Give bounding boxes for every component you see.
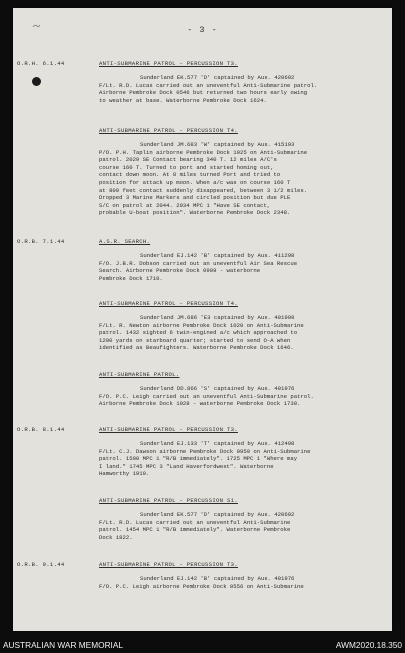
entry-line: S/C on patrol at 2044. 2034 MPC 1 "Have SE contact, xyxy=(99,201,271,209)
entry-reference: O.R.B. 9.1.44 xyxy=(17,561,65,568)
entry-line: Sunderland EJ.142 'B' captained by Aus. 411298 xyxy=(140,252,295,259)
archive-footer xyxy=(0,636,405,653)
entry-line: F/Lt. C.J. Dawson airborne Pembroke Dock 0959 on Anti-Submarine xyxy=(99,447,311,455)
entry-line: F/O. P.C. Leigh carried out an uneventful Anti-Submarine patrol. xyxy=(99,392,314,400)
entry-line: I land." 1745 MPC 3 "Land Haverfordwest". Waterborne xyxy=(99,462,274,470)
entry-heading: ANTI-SUBMARINE PATROL - PERCUSSION T4. xyxy=(99,127,238,134)
entry-body xyxy=(99,74,389,104)
entry-body xyxy=(99,385,389,408)
entry-line: Sunderland DD.866 'S' captained by Aus. 401976 xyxy=(140,385,295,392)
entry-line: F/Lt. R. Newton airborne Pembroke Dock 1020 on Anti-Submarine xyxy=(99,321,304,329)
institution-name: AUSTRALIAN WAR MEMORIAL xyxy=(3,640,124,650)
entry-line: patrol. 1432 sighted 6 twin-engined a/c which approached to xyxy=(99,329,298,337)
entry-body xyxy=(99,314,389,352)
entry-heading: ANTI-SUBMARINE PATROL - PERCUSSION T4. xyxy=(99,300,238,307)
entry-body xyxy=(99,511,389,541)
entry-line: Sunderland EJ.133 'T' captained by Aus. 412498 xyxy=(140,440,295,447)
entry-body xyxy=(99,440,389,478)
entry-heading: A.S.R. SEARCH. xyxy=(99,238,151,245)
entry-body xyxy=(99,141,389,217)
entry-body xyxy=(99,252,389,282)
entry-heading: ANTI-SUBMARINE PATROL - PERCUSSION S1. xyxy=(99,497,238,504)
entry-heading: ANTI-SUBMARINE PATROL. xyxy=(99,371,180,378)
entry-line: contact down moon. At 8 miles turned Port and tried to xyxy=(99,171,281,179)
entry-line: probable U-boat position". Waterborne Pembroke Dock 2348. xyxy=(99,209,291,217)
page-number: - 3 - xyxy=(187,25,218,35)
entry-line: to weather at base. Waterborne Pembroke Dock 1624. xyxy=(99,96,267,104)
entry-line: Sunderland JM.683 'W' captained by Aus. 415193 xyxy=(140,141,295,148)
entry-heading: ANTI-SUBMARINE PATROL - PERCUSSION T3. xyxy=(99,426,238,433)
entry-line: F/O. J.B.R. Dobson carried out an uneventful Air Sea Rescue xyxy=(99,259,298,267)
entry-line: patrol. 1500 MPC 1 "R/B immediately". 1725 MPC 1 "Where may xyxy=(99,455,298,463)
entry-line: Dropped 3 Marine Markers and circled position but due PLE xyxy=(99,194,291,202)
entry-line: Dock 1822. xyxy=(99,533,133,541)
entry-line: Search. Airborne Pembroke Dock 0909 - waterborne xyxy=(99,267,261,275)
entry-line: position for attack up moon. When a/c was on course 160 T xyxy=(99,178,291,186)
entry-line: F/Lt. R.D. Lucas carried out an uneventful Anti-Submarine patrol. xyxy=(99,81,318,89)
entry-line: course 160 T. Turned to port and started homing out, xyxy=(99,163,274,171)
entry-line: F/Lt. R.D. Lucas carried out an uneventful Anti-Submarine xyxy=(99,518,291,526)
entry-line: Hamworthy 1919. xyxy=(99,470,150,478)
entry-reference: O.R.H. 6.1.44 xyxy=(17,60,65,67)
entry-line: Sunderland EK.577 'D' captained by Aus. 420692 xyxy=(140,511,295,518)
entry-line: F/O. P.C. Leigh airborne Pembroke Dock 0556 on Anti-Submarine xyxy=(99,582,304,590)
accession-number: AWM2020.18.350 xyxy=(335,640,402,650)
entry-heading: ANTI-SUBMARINE PATROL - PERCUSSION T3. xyxy=(99,561,238,568)
entry-reference: O.R.B. 7.1.44 xyxy=(17,238,65,245)
entry-body xyxy=(99,575,389,590)
entry-line: Sunderland JM.686 'E3 captained by Aus. 401999 xyxy=(140,314,295,321)
punch-hole xyxy=(32,77,41,86)
entry-line: Airborne Pembroke Dock 1028 - waterborne Pembroke Dock 1730. xyxy=(99,400,301,408)
entry-line: Airborne Pembroke Dock 0546 but returned two hours early owing xyxy=(99,89,308,97)
entry-line: patrol. 1454 MPC 1 "R/B immediately". Waterborne Pembroke xyxy=(99,526,291,534)
entry-heading: ANTI-SUBMARINE PATROL - PERCUSSION T3. xyxy=(99,60,238,67)
entry-line: at 800 feet contact suddenly disappeared, between 3 1/2 miles. xyxy=(99,186,308,194)
entry-line: P/O. P.H. Taplin airborne Pembroke Dock 1025 on Anti-Submarine xyxy=(99,148,308,156)
entry-line: 1200 yards on starboard quarter; started to send O-A when xyxy=(99,336,291,344)
entry-line: Pembroke Dock 1710. xyxy=(99,274,163,282)
entry-line: Sunderland EJ.142 'B' captained by Aus. 401976 xyxy=(140,575,295,582)
document-page xyxy=(13,8,392,631)
entry-line: identified as Beaufighters. Waterborne Pembroke Dock 1646. xyxy=(99,344,294,352)
entry-line: Sunderland EK.577 'D' captained by Aus. 420692 xyxy=(140,74,295,81)
entry-line: patrol. 2029 SE Contact bearing 340 T. 12 miles A/C's xyxy=(99,156,277,164)
entry-reference: O.R.B. 8.1.44 xyxy=(17,426,65,433)
